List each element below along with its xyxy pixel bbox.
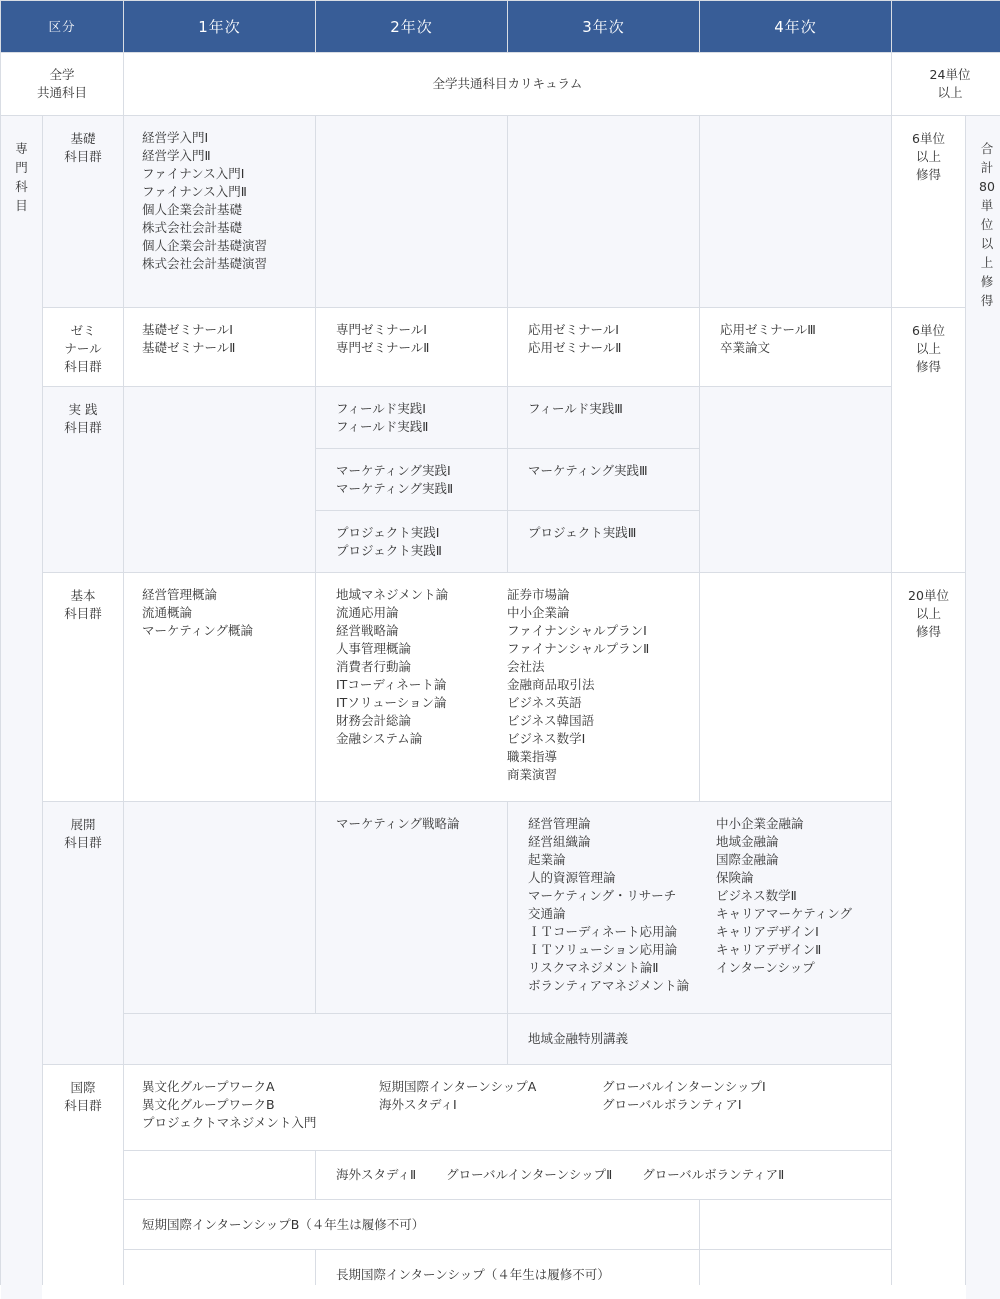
course-item: 会社法 — [507, 659, 545, 674]
kokusai-global-volunteer-2: グローバルボランティアⅡ — [642, 1167, 785, 1182]
kokusai-row2 — [316, 1151, 891, 1199]
course-item: ファイナンシャルプランⅠ — [507, 623, 647, 638]
kiso-year3-empty — [508, 116, 699, 307]
header-year2: 2年次 — [316, 1, 507, 52]
total-units-label — [966, 116, 1000, 1299]
course-item: 人事管理概論 — [336, 641, 412, 656]
kihon-col-b — [507, 586, 649, 788]
kokusai-row1 — [124, 1065, 891, 1150]
kihon-tenkai-kokusai-units: 20単位 以上 修得 — [892, 573, 965, 1299]
kiso-units: 6単位 以上 修得 — [892, 116, 965, 307]
vertical-char: 合 — [980, 141, 994, 156]
course-item: フィールド実践Ⅲ — [528, 401, 623, 416]
header-year3: 3年次 — [508, 1, 699, 52]
course-item: ビジネス数学Ⅰ — [507, 731, 586, 746]
kokusai-short-b — [124, 1200, 699, 1249]
course-item: マーケティング・リサーチ — [528, 888, 677, 903]
course-item: グローバルインターンシップⅠ — [602, 1079, 766, 1094]
course-item: 保険論 — [716, 870, 754, 885]
kiso-year1-list — [124, 116, 315, 307]
course-item: プロジェクトマネジメント入門 — [142, 1115, 317, 1130]
course-item: 個人企業会計基礎 — [142, 202, 243, 217]
kokusai-global-internship-2: グローバルインターンシップⅡ — [446, 1167, 613, 1182]
course-item: 金融商品取引法 — [507, 677, 595, 692]
jissen-label: 実 践 科目群 — [43, 387, 123, 572]
kokusai-long — [316, 1250, 699, 1299]
zemi-year4-list — [700, 308, 891, 386]
vertical-char: 修 — [980, 274, 994, 289]
tenkai-col-b — [716, 815, 852, 1000]
course-item: 経営学入門Ⅱ — [142, 148, 211, 163]
jissen-project-year3 — [508, 511, 699, 572]
course-item: 国際金融論 — [716, 852, 779, 867]
course-item: ファイナンス入門Ⅱ — [142, 184, 247, 199]
course-item: ビジネス韓国語 — [507, 713, 595, 728]
course-item: キャリアマーケティング — [716, 906, 853, 921]
kihon-year1-list — [124, 573, 315, 801]
jissen-year4-empty — [700, 387, 891, 572]
jissen-field-year3 — [508, 387, 699, 448]
course-item: ITソリューション論 — [336, 695, 447, 710]
course-item: 海外スタディⅠ — [379, 1097, 457, 1112]
kihon-year4-empty — [700, 573, 891, 801]
tenkai-label: 展開 科目群 — [43, 802, 123, 1064]
course-item: 流通応用論 — [336, 605, 399, 620]
course-item: 商業演習 — [507, 767, 558, 782]
tenkai-special-label: 地域金融特別講義 — [528, 1031, 629, 1046]
course-item: 専門ゼミナールⅠ — [336, 322, 427, 337]
kihon-year2-3 — [316, 573, 699, 801]
jissen-marketing-year2 — [316, 449, 507, 510]
course-item: 起業論 — [528, 852, 566, 867]
header-year1: 1年次 — [124, 1, 315, 52]
course-item: ビジネス英語 — [507, 695, 582, 710]
course-item: 経営管理概論 — [142, 587, 218, 602]
course-item: プロジェクト実践Ⅰ — [336, 525, 440, 540]
course-item: 人的資源管理論 — [528, 870, 616, 885]
course-item: 応用ゼミナールⅠ — [528, 322, 619, 337]
course-item: 応用ゼミナールⅢ — [720, 322, 816, 337]
kihon-label: 基本 科目群 — [43, 573, 123, 801]
course-item: 個人企業会計基礎演習 — [142, 238, 268, 253]
vertical-char: 80 — [979, 179, 995, 194]
course-item: 流通概論 — [142, 605, 193, 620]
vertical-char: 目 — [15, 198, 28, 213]
common-label: 全学 共通科目 — [1, 53, 123, 115]
course-item: 地域金融論 — [716, 834, 779, 849]
course-item: ファイナンシャルプランⅡ — [507, 641, 650, 656]
course-item: 株式会社会計基礎演習 — [142, 256, 268, 271]
tenkai-year3-4 — [508, 802, 891, 1013]
course-item: リスクマネジメント論Ⅱ — [528, 960, 659, 975]
vertical-char: 上 — [980, 255, 994, 270]
course-item: 地域マネジメント論 — [336, 587, 449, 602]
course-item: キャリアデザインⅡ — [716, 942, 822, 957]
course-item: フィールド実践Ⅰ — [336, 401, 426, 416]
vertical-char: 門 — [15, 160, 28, 175]
common-curriculum: 全学共通科目カリキュラム — [124, 53, 891, 115]
kokusai-group1 — [142, 1078, 379, 1137]
course-item: 経営組織論 — [528, 834, 591, 849]
course-item: ボランティアマネジメント論 — [528, 978, 690, 993]
kiso-label: 基礎 科目群 — [43, 116, 123, 307]
kokusai-short-b-label: 短期国際インターンシップB（４年生は履修不可） — [142, 1216, 425, 1232]
course-item: インターンシップ — [716, 960, 815, 975]
kokusai-long-year1-empty — [124, 1250, 315, 1299]
course-item: 経営戦略論 — [336, 623, 399, 638]
course-item: ＩＴソリューション応用論 — [528, 942, 678, 957]
course-item: プロジェクト実践Ⅱ — [336, 543, 442, 558]
course-item: マーケティング実践Ⅱ — [336, 481, 454, 496]
jissen-marketing-year3 — [508, 449, 699, 510]
course-item: ITコーディネート論 — [336, 677, 447, 692]
course-item: ＩＴコーディネート応用論 — [528, 924, 678, 939]
tenkai-special-empty — [124, 1014, 507, 1064]
jissen-field-year2 — [316, 387, 507, 448]
tenkai-col-a — [528, 815, 716, 1000]
zemi-year2-list — [316, 308, 507, 386]
zemi-year1-list — [124, 308, 315, 386]
vertical-char: 以 — [980, 236, 994, 251]
header-year4: 4年次 — [700, 1, 891, 52]
course-item: マーケティング実践Ⅰ — [336, 463, 451, 478]
course-item: 応用ゼミナールⅡ — [528, 340, 622, 355]
kiso-year4-empty — [700, 116, 891, 307]
course-item: キャリアデザインⅠ — [716, 924, 819, 939]
common-units: 24単位 以上 — [892, 53, 1000, 115]
course-item: マーケティング実践Ⅲ — [528, 463, 648, 478]
vertical-char: 得 — [980, 293, 994, 308]
tenkai-year2-list — [316, 802, 507, 1013]
kokusai-group3 — [602, 1078, 766, 1137]
course-item: 異文化グループワークB — [142, 1097, 275, 1112]
course-item: プロジェクト実践Ⅲ — [528, 525, 637, 540]
zemi-year3-list — [508, 308, 699, 386]
vertical-char: 科 — [15, 179, 28, 194]
course-item: マーケティング概論 — [142, 623, 254, 638]
kokusai-row2-empty — [124, 1151, 315, 1199]
header-units — [892, 1, 1000, 52]
kokusai-long-year4-empty — [700, 1250, 891, 1299]
course-item: グローバルボランティアⅠ — [602, 1097, 742, 1112]
kokusai-group2 — [379, 1078, 602, 1137]
kiso-year2-empty — [316, 116, 507, 307]
course-item: 短期国際インターンシップA — [379, 1079, 537, 1094]
course-item: ビジネス数学Ⅱ — [716, 888, 797, 903]
course-item: 中小企業論 — [507, 605, 570, 620]
course-item: 職業指導 — [507, 749, 558, 764]
jissen-project-year2 — [316, 511, 507, 572]
course-item: 消費者行動論 — [336, 659, 412, 674]
course-item: 専門ゼミナールⅡ — [336, 340, 430, 355]
kihon-col-a — [336, 586, 507, 788]
course-item: 証券市場論 — [507, 587, 570, 602]
vertical-char: 専 — [15, 141, 28, 156]
course-item: 異文化グループワークA — [142, 1079, 275, 1094]
jissen-year1-empty — [124, 387, 315, 572]
course-item: 経営管理論 — [528, 816, 591, 831]
course-item: 株式会社会計基礎 — [142, 220, 243, 235]
vertical-char: 計 — [980, 160, 994, 175]
course-item: ファイナンス入門Ⅰ — [142, 166, 245, 181]
course-item: 基礎ゼミナールⅡ — [142, 340, 236, 355]
course-item: 基礎ゼミナールⅠ — [142, 322, 233, 337]
course-item: 経営学入門Ⅰ — [142, 130, 209, 145]
course-item: 中小企業金融論 — [716, 816, 804, 831]
vertical-char: 単 — [980, 198, 994, 213]
kokusai-label: 国際 科目群 — [43, 1065, 123, 1299]
course-item: 財務会計総論 — [336, 713, 412, 728]
vertical-char: 位 — [980, 217, 994, 232]
course-item: 卒業論文 — [720, 340, 771, 355]
tenkai-year1-empty — [124, 802, 315, 1013]
zemi-label: ゼミ ナール 科目群 — [43, 308, 123, 386]
kokusai-short-b-year4-empty — [700, 1200, 891, 1249]
senmon-label — [1, 116, 42, 1299]
tenkai-special — [508, 1014, 891, 1064]
header-kubun: 区分 — [1, 1, 123, 52]
course-item: 金融システム論 — [336, 731, 423, 746]
kokusai-overseas-study-2: 海外スタディⅡ — [336, 1167, 417, 1182]
course-item: 交通論 — [528, 906, 566, 921]
zemi-jissen-units: 6単位 以上 修得 — [892, 308, 965, 572]
course-item: マーケティング戦略論 — [336, 816, 460, 831]
kokusai-long-label: 長期国際インターンシップ（４年生は履修不可） — [336, 1266, 610, 1282]
course-item: フィールド実践Ⅱ — [336, 419, 429, 434]
